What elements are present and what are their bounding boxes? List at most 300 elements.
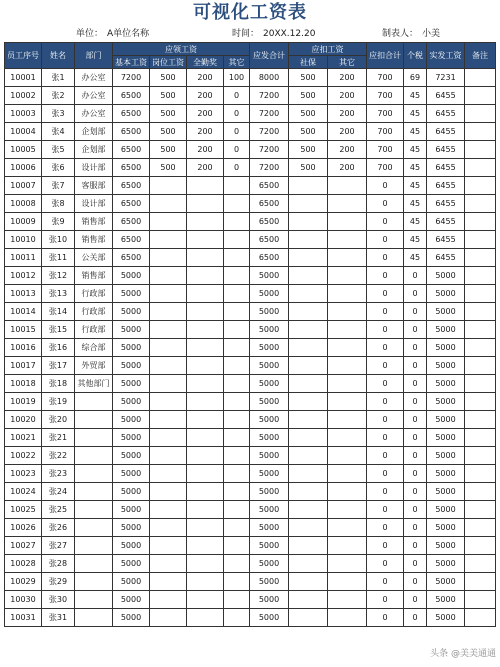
table-row <box>5 609 496 627</box>
cell-other2: 200 <box>328 141 367 159</box>
cell-other2: 200 <box>328 87 367 105</box>
cell-other1 <box>224 555 250 573</box>
cell-deduct-total: 0 <box>367 177 404 195</box>
cell-position: 500 <box>150 141 187 159</box>
cell-other1 <box>224 213 250 231</box>
header-tax: 个税 <box>404 43 427 69</box>
cell-actual: 5000 <box>427 501 465 519</box>
cell-id: 10006 <box>5 159 42 177</box>
cell-deduct-total: 700 <box>367 141 404 159</box>
cell-actual: 5000 <box>427 447 465 465</box>
cell-actual: 5000 <box>427 609 465 627</box>
cell-note <box>465 375 496 393</box>
table-row <box>5 231 496 249</box>
cell-payable-total: 5000 <box>250 519 289 537</box>
cell-payable-total: 5000 <box>250 429 289 447</box>
cell-payable-total: 7200 <box>250 87 289 105</box>
cell-tax: 0 <box>404 357 427 375</box>
cell-tax: 45 <box>404 87 427 105</box>
cell-deduct-total: 0 <box>367 267 404 285</box>
cell-bonus <box>187 249 224 267</box>
cell-note <box>465 87 496 105</box>
cell-basic: 5000 <box>113 555 150 573</box>
cell-dept <box>75 447 113 465</box>
cell-actual: 6455 <box>427 213 465 231</box>
cell-actual: 5000 <box>427 375 465 393</box>
cell-note <box>465 267 496 285</box>
cell-name: 张10 <box>42 231 75 249</box>
cell-actual: 6455 <box>427 141 465 159</box>
cell-social <box>289 267 328 285</box>
cell-position <box>150 357 187 375</box>
time-info <box>232 27 315 41</box>
cell-name: 张1 <box>42 69 75 87</box>
cell-bonus <box>187 609 224 627</box>
cell-basic: 7200 <box>113 69 150 87</box>
cell-other2 <box>328 447 367 465</box>
cell-social <box>289 555 328 573</box>
cell-deduct-total: 700 <box>367 159 404 177</box>
cell-id: 10029 <box>5 573 42 591</box>
cell-payable-total: 5000 <box>250 537 289 555</box>
cell-note <box>465 591 496 609</box>
cell-tax: 0 <box>404 303 427 321</box>
cell-basic: 5000 <box>113 393 150 411</box>
cell-name: 张17 <box>42 357 75 375</box>
table-row <box>5 357 496 375</box>
page-title: 可视化工资表 <box>193 2 307 23</box>
cell-dept <box>75 591 113 609</box>
cell-deduct-total: 0 <box>367 303 404 321</box>
cell-actual: 5000 <box>427 465 465 483</box>
cell-note <box>465 177 496 195</box>
cell-other1 <box>224 573 250 591</box>
cell-actual: 6455 <box>427 231 465 249</box>
cell-bonus <box>187 393 224 411</box>
cell-actual: 5000 <box>427 591 465 609</box>
cell-id: 10015 <box>5 321 42 339</box>
cell-tax: 0 <box>404 465 427 483</box>
cell-dept: 综合部 <box>75 339 113 357</box>
cell-tax: 45 <box>404 177 427 195</box>
cell-bonus <box>187 483 224 501</box>
cell-other2 <box>328 249 367 267</box>
cell-note <box>465 321 496 339</box>
table-row <box>5 87 496 105</box>
cell-other1 <box>224 483 250 501</box>
cell-name: 张21 <box>42 429 75 447</box>
cell-payable-total: 5000 <box>250 591 289 609</box>
cell-position <box>150 249 187 267</box>
cell-dept <box>75 465 113 483</box>
cell-id: 10028 <box>5 555 42 573</box>
cell-position <box>150 213 187 231</box>
cell-deduct-total: 0 <box>367 501 404 519</box>
cell-other2 <box>328 411 367 429</box>
cell-other1 <box>224 609 250 627</box>
cell-other2 <box>328 555 367 573</box>
maker-label: 制表人： <box>382 29 419 39</box>
cell-actual: 5000 <box>427 411 465 429</box>
cell-dept <box>75 429 113 447</box>
cell-bonus <box>187 303 224 321</box>
cell-other2 <box>328 501 367 519</box>
cell-payable-total: 5000 <box>250 573 289 591</box>
table-row <box>5 411 496 429</box>
cell-social <box>289 429 328 447</box>
cell-id: 10030 <box>5 591 42 609</box>
cell-basic: 5000 <box>113 429 150 447</box>
cell-other1 <box>224 501 250 519</box>
cell-other2: 200 <box>328 159 367 177</box>
cell-note <box>465 501 496 519</box>
cell-basic: 5000 <box>113 591 150 609</box>
cell-note <box>465 249 496 267</box>
cell-actual: 7231 <box>427 69 465 87</box>
cell-other1 <box>224 267 250 285</box>
cell-tax: 69 <box>404 69 427 87</box>
cell-other2 <box>328 339 367 357</box>
cell-social: 500 <box>289 105 328 123</box>
cell-name: 张7 <box>42 177 75 195</box>
unit-info <box>76 27 149 41</box>
cell-deduct-total: 700 <box>367 105 404 123</box>
cell-dept: 办公室 <box>75 105 113 123</box>
cell-note <box>465 123 496 141</box>
cell-dept <box>75 573 113 591</box>
cell-name: 张2 <box>42 87 75 105</box>
cell-dept <box>75 537 113 555</box>
cell-position <box>150 537 187 555</box>
cell-social <box>289 231 328 249</box>
cell-social <box>289 591 328 609</box>
cell-basic: 5000 <box>113 465 150 483</box>
cell-position <box>150 267 187 285</box>
cell-dept: 销售部 <box>75 231 113 249</box>
cell-payable-total: 5000 <box>250 303 289 321</box>
cell-position <box>150 231 187 249</box>
cell-social <box>289 321 328 339</box>
cell-other1 <box>224 321 250 339</box>
cell-other1: 0 <box>224 141 250 159</box>
table-row <box>5 375 496 393</box>
cell-note <box>465 609 496 627</box>
cell-name: 张4 <box>42 123 75 141</box>
cell-social <box>289 501 328 519</box>
cell-tax: 45 <box>404 231 427 249</box>
cell-actual: 6455 <box>427 177 465 195</box>
table-row <box>5 447 496 465</box>
cell-bonus <box>187 339 224 357</box>
cell-position <box>150 177 187 195</box>
header-payable-group: 应领工资 <box>113 43 250 56</box>
cell-tax: 0 <box>404 375 427 393</box>
cell-other2: 200 <box>328 69 367 87</box>
cell-bonus <box>187 285 224 303</box>
cell-other1 <box>224 393 250 411</box>
cell-basic: 6500 <box>113 87 150 105</box>
cell-tax: 45 <box>404 213 427 231</box>
cell-note <box>465 357 496 375</box>
table-row <box>5 285 496 303</box>
cell-name: 张24 <box>42 483 75 501</box>
cell-actual: 5000 <box>427 429 465 447</box>
cell-note <box>465 447 496 465</box>
cell-id: 10012 <box>5 267 42 285</box>
salary-table <box>4 42 496 627</box>
cell-dept <box>75 555 113 573</box>
cell-position <box>150 411 187 429</box>
cell-social <box>289 285 328 303</box>
cell-id: 10031 <box>5 609 42 627</box>
cell-name: 张14 <box>42 303 75 321</box>
cell-note <box>465 555 496 573</box>
cell-basic: 5000 <box>113 519 150 537</box>
cell-note <box>465 483 496 501</box>
cell-other1 <box>224 231 250 249</box>
cell-payable-total: 5000 <box>250 267 289 285</box>
cell-note <box>465 303 496 321</box>
cell-other1: 0 <box>224 105 250 123</box>
cell-payable-total: 5000 <box>250 285 289 303</box>
cell-deduct-total: 700 <box>367 87 404 105</box>
cell-actual: 5000 <box>427 321 465 339</box>
cell-payable-total: 6500 <box>250 249 289 267</box>
cell-id: 10025 <box>5 501 42 519</box>
header-social: 社保 <box>289 56 328 69</box>
cell-tax: 0 <box>404 501 427 519</box>
cell-deduct-total: 0 <box>367 609 404 627</box>
table-row <box>5 69 496 87</box>
cell-position <box>150 375 187 393</box>
cell-other1 <box>224 177 250 195</box>
cell-dept: 企划部 <box>75 141 113 159</box>
cell-payable-total: 5000 <box>250 609 289 627</box>
cell-bonus <box>187 573 224 591</box>
cell-tax: 0 <box>404 411 427 429</box>
cell-dept <box>75 609 113 627</box>
cell-note <box>465 105 496 123</box>
header-actual: 实发工资 <box>427 43 465 69</box>
cell-deduct-total: 0 <box>367 483 404 501</box>
cell-id: 10021 <box>5 429 42 447</box>
cell-deduct-total: 0 <box>367 213 404 231</box>
cell-position <box>150 573 187 591</box>
cell-basic: 6500 <box>113 231 150 249</box>
cell-position <box>150 483 187 501</box>
cell-other2 <box>328 537 367 555</box>
cell-tax: 0 <box>404 267 427 285</box>
time-value: 20XX.12.20 <box>263 29 316 39</box>
cell-position: 500 <box>150 69 187 87</box>
cell-name: 张28 <box>42 555 75 573</box>
cell-social <box>289 393 328 411</box>
cell-payable-total: 6500 <box>250 177 289 195</box>
cell-tax: 0 <box>404 339 427 357</box>
cell-other1 <box>224 375 250 393</box>
cell-tax: 45 <box>404 159 427 177</box>
cell-position <box>150 303 187 321</box>
cell-social: 500 <box>289 123 328 141</box>
cell-tax: 0 <box>404 591 427 609</box>
header-position: 岗位工资 <box>150 56 187 69</box>
table-row <box>5 177 496 195</box>
cell-basic: 6500 <box>113 159 150 177</box>
cell-note <box>465 339 496 357</box>
watermark: 头条 @美美通通 <box>430 649 496 659</box>
cell-other1 <box>224 303 250 321</box>
cell-actual: 5000 <box>427 573 465 591</box>
header-deduct-group: 应扣工资 <box>289 43 367 56</box>
cell-payable-total: 5000 <box>250 393 289 411</box>
cell-id: 10022 <box>5 447 42 465</box>
cell-deduct-total: 0 <box>367 357 404 375</box>
cell-bonus <box>187 177 224 195</box>
cell-actual: 5000 <box>427 537 465 555</box>
table-row <box>5 483 496 501</box>
cell-other2 <box>328 303 367 321</box>
cell-name: 张12 <box>42 267 75 285</box>
cell-social <box>289 537 328 555</box>
cell-other1: 0 <box>224 123 250 141</box>
cell-id: 10005 <box>5 141 42 159</box>
cell-name: 张8 <box>42 195 75 213</box>
cell-social <box>289 447 328 465</box>
cell-id: 10024 <box>5 483 42 501</box>
cell-tax: 0 <box>404 573 427 591</box>
cell-id: 10002 <box>5 87 42 105</box>
cell-bonus <box>187 195 224 213</box>
cell-other1 <box>224 537 250 555</box>
cell-note <box>465 69 496 87</box>
cell-note <box>465 141 496 159</box>
cell-social <box>289 465 328 483</box>
cell-position <box>150 321 187 339</box>
cell-id: 10016 <box>5 339 42 357</box>
cell-other2 <box>328 213 367 231</box>
cell-bonus <box>187 213 224 231</box>
cell-note <box>465 213 496 231</box>
cell-bonus <box>187 267 224 285</box>
cell-bonus: 200 <box>187 141 224 159</box>
table-row <box>5 339 496 357</box>
cell-other2 <box>328 267 367 285</box>
cell-payable-total: 6500 <box>250 213 289 231</box>
cell-social <box>289 213 328 231</box>
table-row <box>5 267 496 285</box>
maker-info <box>382 27 440 41</box>
cell-note <box>465 195 496 213</box>
cell-actual: 5000 <box>427 303 465 321</box>
cell-other2: 200 <box>328 105 367 123</box>
cell-deduct-total: 0 <box>367 339 404 357</box>
cell-other1 <box>224 411 250 429</box>
cell-other1 <box>224 429 250 447</box>
cell-dept: 办公室 <box>75 87 113 105</box>
cell-name: 张20 <box>42 411 75 429</box>
header-id: 员工序号 <box>5 43 42 69</box>
cell-note <box>465 573 496 591</box>
cell-dept: 客服部 <box>75 177 113 195</box>
cell-dept: 外贸部 <box>75 357 113 375</box>
cell-dept: 其他部门 <box>75 375 113 393</box>
cell-id: 10018 <box>5 375 42 393</box>
cell-tax: 45 <box>404 249 427 267</box>
cell-tax: 0 <box>404 519 427 537</box>
cell-other2 <box>328 177 367 195</box>
cell-position <box>150 591 187 609</box>
maker-value: 小美 <box>422 29 441 39</box>
cell-position: 500 <box>150 87 187 105</box>
cell-id: 10011 <box>5 249 42 267</box>
cell-deduct-total: 0 <box>367 321 404 339</box>
cell-position <box>150 555 187 573</box>
cell-social <box>289 375 328 393</box>
cell-name: 张13 <box>42 285 75 303</box>
cell-deduct-total: 700 <box>367 123 404 141</box>
cell-tax: 45 <box>404 123 427 141</box>
cell-dept <box>75 393 113 411</box>
header-basic: 基本工资 <box>113 56 150 69</box>
cell-id: 10017 <box>5 357 42 375</box>
cell-tax: 45 <box>404 141 427 159</box>
cell-actual: 6455 <box>427 123 465 141</box>
cell-tax: 45 <box>404 105 427 123</box>
cell-other1 <box>224 465 250 483</box>
cell-payable-total: 5000 <box>250 501 289 519</box>
table-row <box>5 519 496 537</box>
table-row <box>5 321 496 339</box>
cell-bonus <box>187 321 224 339</box>
cell-deduct-total: 700 <box>367 69 404 87</box>
cell-deduct-total: 0 <box>367 195 404 213</box>
cell-other1: 0 <box>224 159 250 177</box>
cell-social <box>289 303 328 321</box>
cell-name: 张16 <box>42 339 75 357</box>
cell-tax: 0 <box>404 483 427 501</box>
cell-actual: 5000 <box>427 285 465 303</box>
cell-position <box>150 285 187 303</box>
cell-payable-total: 5000 <box>250 321 289 339</box>
cell-bonus <box>187 591 224 609</box>
table-row <box>5 195 496 213</box>
cell-basic: 5000 <box>113 339 150 357</box>
cell-other1 <box>224 447 250 465</box>
cell-payable-total: 5000 <box>250 447 289 465</box>
cell-deduct-total: 0 <box>367 429 404 447</box>
cell-note <box>465 519 496 537</box>
cell-other2 <box>328 231 367 249</box>
cell-name: 张26 <box>42 519 75 537</box>
cell-note <box>465 537 496 555</box>
cell-position <box>150 609 187 627</box>
cell-position <box>150 447 187 465</box>
cell-other2: 200 <box>328 123 367 141</box>
cell-other2 <box>328 465 367 483</box>
cell-dept <box>75 483 113 501</box>
header-payable-total: 应发合计 <box>250 43 289 69</box>
cell-tax: 0 <box>404 321 427 339</box>
cell-bonus: 200 <box>187 105 224 123</box>
cell-other2 <box>328 519 367 537</box>
cell-position <box>150 429 187 447</box>
table-row <box>5 465 496 483</box>
cell-actual: 5000 <box>427 555 465 573</box>
cell-dept: 销售部 <box>75 213 113 231</box>
cell-position <box>150 465 187 483</box>
cell-payable-total: 5000 <box>250 375 289 393</box>
header-name: 姓名 <box>42 43 75 69</box>
